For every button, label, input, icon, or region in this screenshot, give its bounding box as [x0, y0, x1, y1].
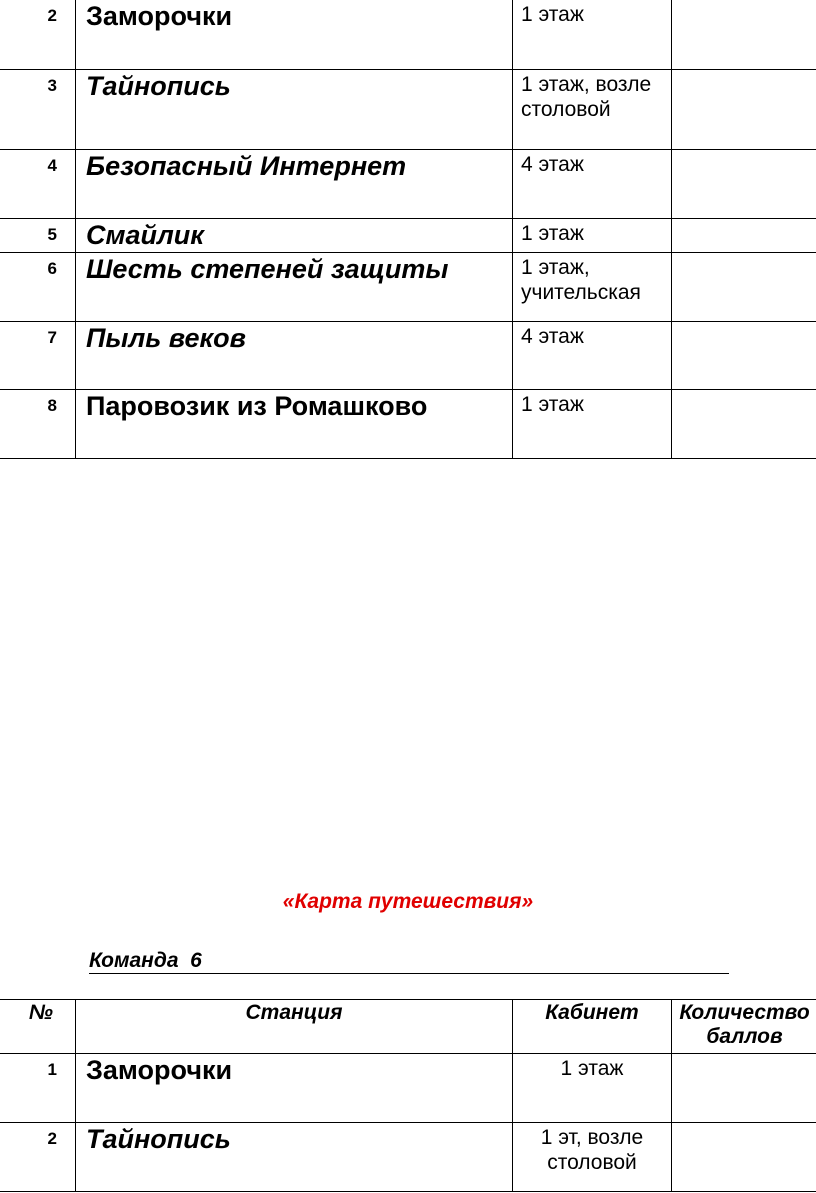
score-cell	[672, 253, 816, 322]
team-line	[89, 949, 729, 974]
station-name: Паровозик из Ромашково	[76, 390, 513, 459]
stations-table	[0, 999, 816, 1192]
room-location: 1 этаж	[513, 0, 672, 70]
room-location: 4 этаж	[513, 150, 672, 219]
room-location: 1 этаж	[513, 390, 672, 459]
row-number: 6	[0, 253, 76, 322]
table-row	[0, 322, 816, 390]
table-row	[0, 150, 816, 219]
row-number: 2	[0, 0, 76, 70]
score-cell	[672, 70, 816, 150]
team-label: Команда	[89, 949, 179, 972]
score-cell	[672, 219, 816, 253]
header-station: Станция	[76, 1000, 513, 1054]
score-cell	[672, 322, 816, 390]
room-location: 1 этаж	[513, 219, 672, 253]
table-row	[0, 1123, 816, 1192]
score-cell	[672, 390, 816, 459]
room-location: 1 этаж, учительская	[513, 253, 672, 322]
page-title: «Карта путешествия»	[282, 890, 534, 913]
table-row	[0, 70, 816, 150]
row-number: 2	[0, 1123, 76, 1192]
station-name: Заморочки	[76, 1054, 513, 1123]
station-name: Шесть степеней защиты	[76, 253, 513, 322]
table-header-row	[0, 1000, 816, 1054]
station-name: Безопасный Интернет	[76, 150, 513, 219]
score-cell	[672, 0, 816, 70]
row-number: 5	[0, 219, 76, 253]
row-number: 4	[0, 150, 76, 219]
station-name: Тайнопись	[76, 70, 513, 150]
station-name: Смайлик	[76, 219, 513, 253]
stations-table-continued	[0, 0, 816, 459]
team-number: 6	[190, 949, 202, 972]
station-name: Заморочки	[76, 0, 513, 70]
table-row	[0, 390, 816, 459]
header-number: №	[0, 1000, 76, 1054]
table-row	[0, 219, 816, 253]
header-score: Количество баллов	[672, 1000, 816, 1054]
station-name: Тайнопись	[76, 1123, 513, 1192]
row-number: 1	[0, 1054, 76, 1123]
room-location: 1 эт, возле столовой	[513, 1123, 672, 1192]
row-number: 3	[0, 70, 76, 150]
row-number: 7	[0, 322, 76, 390]
row-number: 8	[0, 390, 76, 459]
header-room: Кабинет	[513, 1000, 672, 1054]
room-location: 4 этаж	[513, 322, 672, 390]
score-cell	[672, 1054, 816, 1123]
table-row	[0, 1054, 816, 1123]
room-location: 1 этаж, возле столовой	[513, 70, 672, 150]
room-location: 1 этаж	[513, 1054, 672, 1123]
score-cell	[672, 1123, 816, 1192]
table-row	[0, 0, 816, 70]
score-cell	[672, 150, 816, 219]
table-row	[0, 253, 816, 322]
station-name: Пыль веков	[76, 322, 513, 390]
